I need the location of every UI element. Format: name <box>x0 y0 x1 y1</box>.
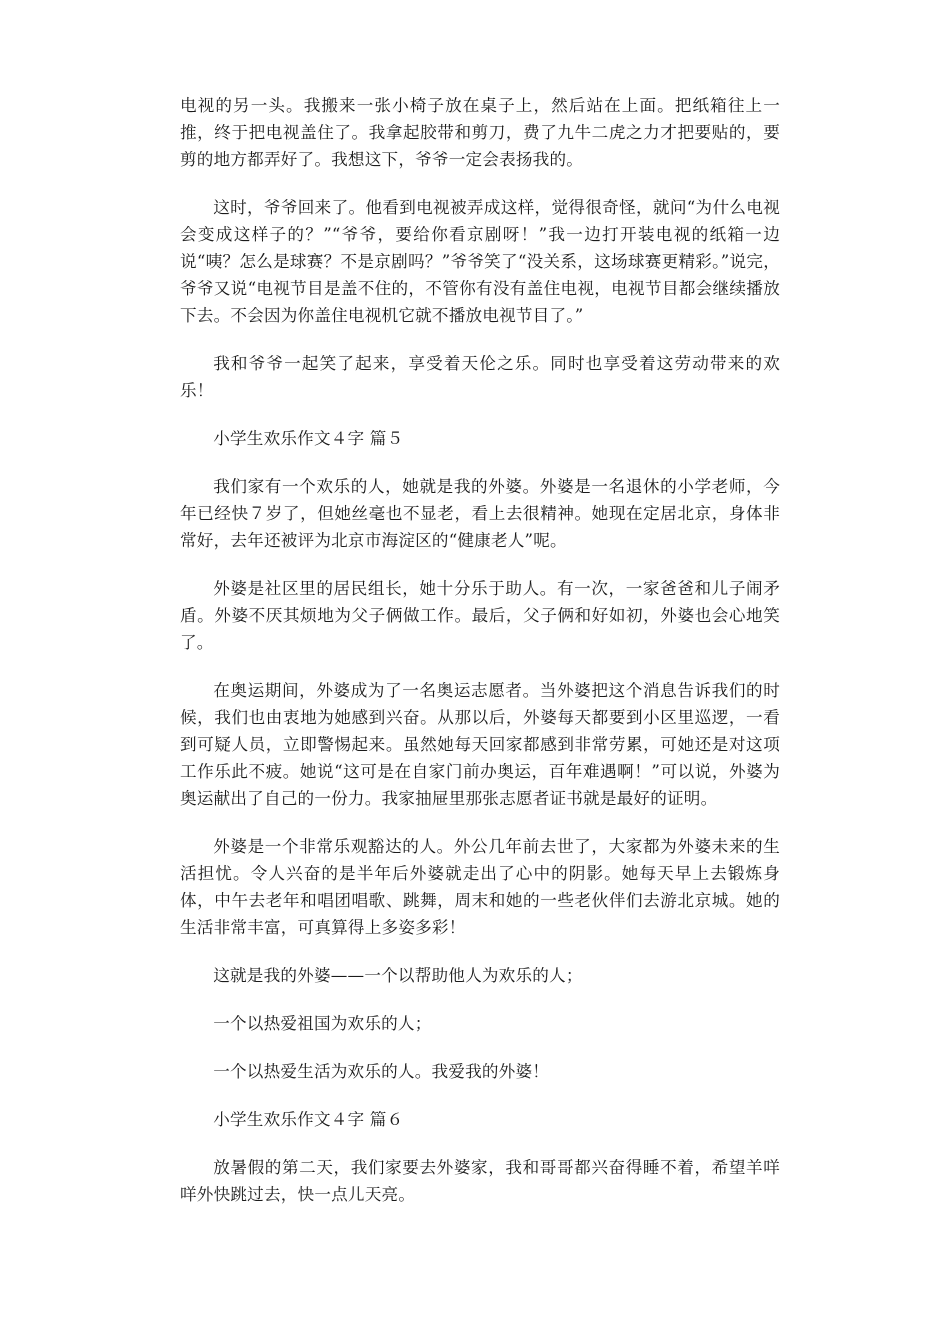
paragraph-summary-3: 一个以热爱生活为欢乐的人。我爱我的外婆！ <box>213 1062 550 1081</box>
section-heading-6: 小学生欢乐作文４字 篇６ <box>213 1110 404 1129</box>
paragraph-laugh-together: 我和爷爷一起笑了起来，享受着天伦之乐。同时也享受着这劳动带来的欢乐！ <box>180 354 780 400</box>
paragraph-summary-2: 一个以热爱祖国为欢乐的人； <box>213 1014 432 1033</box>
paragraph-continuation: 电视的另一头。我搬来一张小椅子放在桌子上，然后站在上面。把纸箱往上一推，终于把电视盖住了。我拿起胶带和剪刀，费了九牛二虎之力才把要贴的，要剪的地方都弄好了。我想这下，爷爷一定会表扬我的。 <box>180 96 780 169</box>
paragraph-olympic-volunteer: 在奥运期间，外婆成为了一名奥运志愿者。当外婆把这个消息告诉我们的时候，我们也由衷地为她感到兴奋。从那以后，外婆每天都要到小区里巡逻，一看到可疑人员，立即警惕起来。虽然她每天回家都感到非常劳累，可她还是对这项工作乐此不疲。她说“这可是在自家门前办奥运，百年难遇啊！”可以说，外婆为奥运献出了自己的一份力。我家抽屉里那张志愿者证书就是最好的证明。 <box>180 681 780 808</box>
paragraph-summer-vacation: 放暑假的第二天，我们家要去外婆家，我和哥哥都兴奋得睡不着，希望羊咩咩外快跳过去，快一点儿天亮。 <box>180 1158 780 1204</box>
section-heading-5: 小学生欢乐作文４字 篇５ <box>213 429 404 448</box>
document-page <box>180 92 780 1229</box>
paragraph-summary-1: 这就是我的外婆——一个以帮助他人为欢乐的人； <box>213 966 583 985</box>
paragraph-optimistic: 外婆是一个非常乐观豁达的人。外公几年前去世了，大家都为外婆未来的生活担忧。令人兴奋的是半年后外婆就走出了心中的阴影。她每天早上去锻炼身体，中午去老年和唱团唱歌、跳舞，周末和她的一些老伙伴们去游北京城。她的生活非常丰富，可真算得上多姿多彩！ <box>180 837 780 937</box>
paragraph-community-leader: 外婆是社区里的居民组长，她十分乐于助人。有一次，一家爸爸和儿子闹矛盾。外婆不厌其烦地为父子俩做工作。最后，父子俩和好如初，外婆也会心地笑了。 <box>180 579 780 652</box>
paragraph-grandpa-returns: 这时，爷爷回来了。他看到电视被弄成这样，觉得很奇怪，就问“为什么电视会变成这样子的？”“爷爷，要给你看京剧呀！”我一边打开装电视的纸箱一边说“咦？怎么是球赛？不是京剧吗？”爷爷笑了“没关系，这场球赛更精彩。”说完，爷爷又说“电视节目是盖不住的，不管你有没有盖住电视，电视节目都会继续播放下去。不会因为你盖住电视机它就不播放电视节目了。” <box>180 198 780 325</box>
paragraph-grandma-intro: 我们家有一个欢乐的人，她就是我的外婆。外婆是一名退休的小学老师，今年已经快７岁了，但她丝毫也不显老，看上去很精神。她现在定居北京，身体非常好，去年还被评为北京市海淀区的“健康老人”呢。 <box>180 477 780 550</box>
